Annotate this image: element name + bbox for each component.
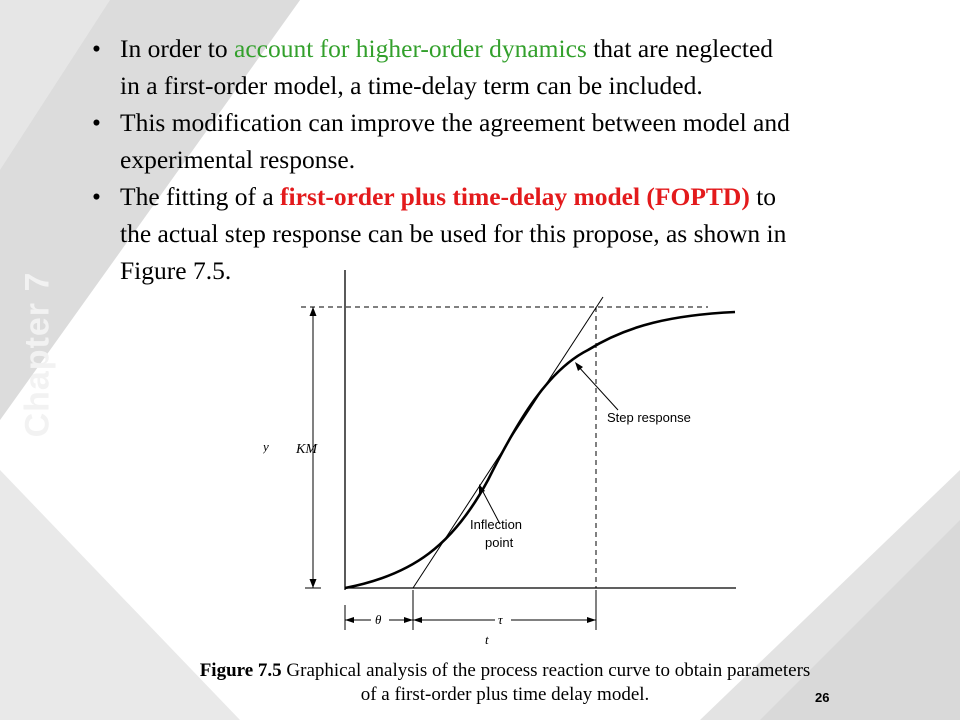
caption-line-1: Figure 7.5 Graphical analysis of the process reaction curve to obtain parameters (199, 660, 811, 681)
step-response-pointer (577, 365, 618, 410)
bullet-dot-icon: • (92, 182, 101, 211)
bullet-1-line-1: In order to account for higher-order dynamics that are neglected (120, 34, 774, 63)
caption-line-2: of a first-order plus time delay model. (360, 684, 650, 705)
chapter-side-label: Chapter 7 (18, 271, 57, 438)
inflection-label-line-2: point (485, 535, 514, 550)
bullet-3-line-3: Figure 7.5. (120, 256, 232, 285)
tau-label: τ (498, 612, 503, 627)
bullet-item-2 (92, 104, 942, 178)
bullet-2-line-1: This modification can improve the agreement between model and (120, 108, 790, 137)
reaction-curve-diagram (263, 270, 736, 648)
bullet-dot-icon: • (92, 34, 101, 63)
bullet-item-1 (92, 30, 942, 104)
inflection-label-line-1: Inflection (470, 517, 523, 532)
highlight-red-text: first-order plus time-delay model (FOPTD) (280, 182, 750, 211)
caption-figure-number: Figure 7.5 (199, 660, 282, 681)
step-response-label: Step response (607, 410, 691, 425)
step-response-curve (345, 312, 735, 588)
bullet-dot-icon: • (92, 108, 101, 137)
km-arrow-head-bottom (310, 579, 317, 588)
figure-7-5 (263, 270, 736, 648)
bullet-3-line-1: The fitting of a first-order plus time-delay model (FOPTD) to (120, 182, 777, 211)
theta-label: θ (375, 612, 382, 627)
bullet-list (92, 30, 942, 289)
figure-caption (110, 659, 900, 707)
km-label: KM (296, 442, 317, 457)
bullet-1-line-2: in a first-order model, a time-delay term can be included. (120, 71, 703, 100)
y-axis-label: y (263, 439, 269, 454)
bullet-2-line-2: experimental response. (120, 145, 356, 174)
page-number: 26 (815, 690, 830, 705)
highlight-green-text: account for higher-order dynamics (234, 34, 587, 63)
t-axis-label: t (485, 632, 489, 647)
km-arrow-head-top (310, 307, 317, 316)
bullet-3-line-2: the actual step response can be used for this propose, as shown in (120, 219, 787, 248)
